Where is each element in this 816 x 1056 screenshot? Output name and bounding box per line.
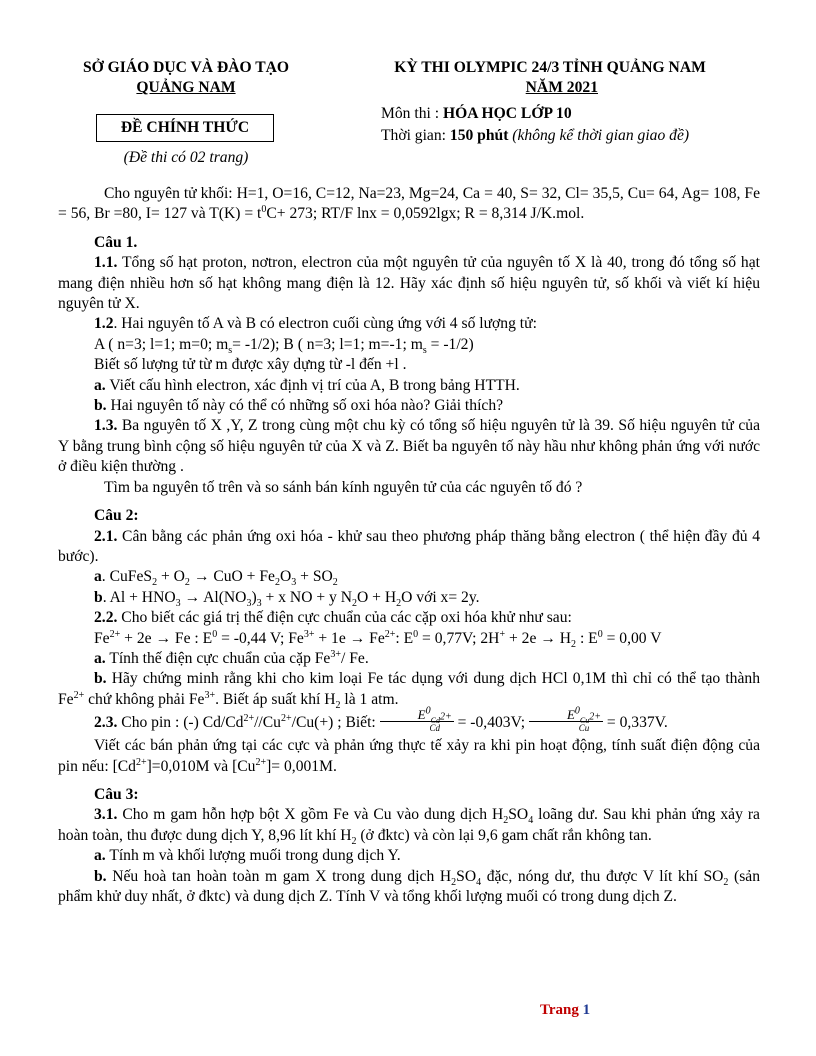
q13: [58, 416, 760, 477]
q23-text5: ]=0,010M và [Cu: [146, 757, 256, 775]
q21b-label: b: [94, 588, 103, 606]
header-left: [58, 58, 314, 99]
time-label: Thời gian:: [381, 127, 450, 144]
q31-text: Cho m gam hỗn hợp bột X gồm Fe và Cu vào dung dịch H: [117, 806, 504, 824]
q31-text4: (ở đktc) và còn lại 9,6 gam chất rắn không tan.: [356, 826, 652, 844]
q21a: a. CuFeS$_2$ + $O_2$ → CuO + $Fe_2O_3 + SO_2$: [94, 568, 338, 589]
subject-label: Môn thi :: [381, 105, 443, 122]
q22b-text3: . Biết áp suất khí H: [215, 690, 336, 708]
q21a-text: . CuFeS: [101, 568, 153, 586]
q12-a: A ( n=3; l=1; m=0; m: [94, 335, 229, 353]
q21-text: Cân bằng các phản ứng oxi hóa - khử sau theo phương pháp thăng bằng electron ( thể hiện đầy đủ 4 bước).: [58, 527, 760, 565]
q13-label: 1.3.: [94, 417, 118, 435]
q12-label: 1.2: [94, 315, 114, 333]
q22b-text2: chứ không phải Fe: [84, 690, 205, 708]
footer-label: Trang: [540, 1002, 583, 1018]
org-line1: SỞ GIÁO DỤC VÀ ĐÀO TẠO: [82, 59, 290, 76]
exam-body: [58, 184, 760, 907]
q31b-label: b.: [94, 867, 107, 885]
q21: [58, 527, 760, 568]
q31b-text2: đặc, nóng dư, thu được V lít khí SO: [481, 867, 724, 885]
intro-text: Cho nguyên tử khối: H=1, O=16, C=12, Na=23, Mg=24, Ca = 40, S= 32, Cl= 35,5, Cu= 64, Ag= 108, Fe = 56, Br =80, I= 127 và T(K) = t: [58, 185, 760, 223]
intro-sup: 0: [261, 204, 267, 216]
q31: 3.1. Cho m gam hỗn hợp bột X gồm Fe và Cu vào dung dịch $H_2SO_4$ loãng dư. Sau khi phản ứng xảy ra hoàn toàn, thu được dung dịch Y, 8,96 lít khí $H_2$ (ở đktc) và còn lại 9,6 gam chất rắn không tan.: [58, 806, 760, 847]
q21a-label: a: [94, 568, 102, 586]
subject-value: HÓA HỌC LỚP 10: [442, 105, 572, 122]
q31-text2: SO: [508, 806, 529, 824]
exam-year: [370, 78, 598, 98]
q12-text: . Hai nguyên tố A và B có electron cuối cùng ứng với 4 số lượng tử:: [113, 315, 537, 333]
q12b: [58, 396, 760, 416]
q21b: b. $Al + HNO_3 \to Al(NO_3)_3 + x$ NO + y $N_2O + H_2O$ với x= 2y.: [94, 588, 480, 609]
q31b-text3: (sản phẩm khử duy nhất, ở đktc) và dung dịch Z. Tính V và tổng khối lượng muối có trong dung dịch Z.: [58, 867, 761, 905]
q23-label: 2.3.: [94, 714, 118, 732]
q12-s2: s: [422, 344, 427, 356]
org-line2: QUẢNG NAM: [136, 79, 236, 97]
q22-text: Cho biết các giá trị thế điện cực chuẩn của các cặp oxi hóa khử như sau:: [117, 609, 572, 627]
q22a: a. Tính thế điện cực chuẩn của cặp $Fe^{3+}/$ Fe.: [94, 648, 369, 667]
q22b-text: Hãy chứng minh rằng khi cho kim loại Fe tác dụng với dung dịch HCl 0,1M thì chỉ có thể tạo thành Fe: [58, 670, 760, 708]
q31b-text: Nếu hoà tan hoàn toàn m gam X trong dung dịch H: [106, 867, 452, 885]
q21-label: 2.1.: [94, 527, 118, 545]
e0-cu-fraction: $\frac{E^0_{Cu^{2+}}}{Cu}$: [529, 709, 603, 734]
q23-text2: //Cu: [254, 714, 281, 732]
q31-text3: loãng dư. Sau khi phản ứng xảy ra hoàn toàn, thu được dung dịch Y, 8,96 lít khí H: [58, 806, 760, 844]
header-right: [370, 58, 790, 99]
cau3-title: Câu 3:: [94, 785, 139, 803]
q31a: [58, 846, 760, 866]
q31-label: 3.1.: [94, 806, 118, 824]
subject-line: [381, 104, 572, 124]
official-label: ĐỀ CHÍNH THỨC: [120, 118, 250, 136]
q11: [58, 253, 760, 314]
q11-text: Tổng số hạt proton, nơtron, electron của một nguyên tử của nguyên tố X là 40, trong đó tổng số hạt mang điện nhiều hơn số hạt không mang điện là 12. Hãy xác định số hiệu nguyên tử, số khối và viết kí hiệu nguyên tử X.: [58, 254, 760, 313]
q22b-label: b.: [94, 670, 107, 688]
q23-v1: = -0,403V;: [453, 714, 529, 732]
cau1-title: Câu 1.: [94, 233, 138, 251]
q12a: [58, 376, 760, 396]
q23-text: Cho pin : (-) Cd/Cd: [117, 714, 244, 732]
q22b-text4: là 1 atm.: [340, 690, 399, 708]
q12b-label: b.: [94, 397, 107, 415]
q12-a2: = -1/2); B ( n=3; l=1; m=-1; m: [232, 335, 423, 353]
intro-text2: C+ 273; RT/F lnx = 0,0592lgx; R = 8,314 J/K.mol.: [266, 205, 585, 223]
q22: [58, 608, 760, 628]
q11-label: 1.1.: [94, 254, 118, 272]
q12b-text: Hai nguyên tố này có thể có những số oxi hóa nào? Giải thích?: [106, 397, 504, 415]
q12-a3: = -1/2): [426, 335, 474, 353]
q22a-text: Tính thế điện cực chuẩn của cặp Fe: [105, 649, 331, 667]
q22-label: 2.2.: [94, 609, 118, 627]
official-box: [96, 114, 274, 142]
q23-text3: /Cu(+) ; Biết:: [291, 714, 380, 732]
q13-text2: Tìm ba nguyên tố trên và so sánh bán kính nguyên tử của các nguyên tố đó ?: [104, 478, 583, 496]
q12-note: Biết số lượng tử từ m được xây dựng từ -l đến +l .: [94, 356, 407, 374]
exam-title: KỲ THI OLYMPIC 24/3 TỈNH QUẢNG NAM: [394, 59, 706, 76]
pages-note: (Đề thi có 02 trang): [123, 149, 249, 166]
q21b-text: . Al + HNO: [102, 588, 176, 606]
q22a-label: a.: [94, 649, 106, 667]
q23-text6: ]= 0,001M.: [266, 757, 337, 775]
q23: 2.3. Cho pin : (-) $Cd/Cd^{2+}//Cu^{2+}/Cu(+)$ ; Biết: $\frac{E^0_{Cd^{2+}}}{Cd}$ = -0,403V; $\frac{E^0_{Cu^{2+}}}{Cu}$ = 0,337V.: [94, 705, 668, 734]
q12: [58, 314, 760, 334]
time-note: (không kể thời gian giao đề): [512, 127, 690, 144]
e0-cd-fraction: $\frac{E^0_{Cd^{2+}}}{Cd}$: [380, 709, 454, 734]
q23-v2: = 0,337V.: [602, 714, 668, 732]
q13-text: Ba nguyên tố X ,Y, Z trong cùng một chu kỳ có tổng số hiệu nguyên tử là 39. Số hiệu nguyên tử của Y bằng trung bình cộng số hiệu nguyên tử của X và Z. Biết ba nguyên tố này hầu như không phản ứng với nước ở điều kiện thường .: [58, 417, 760, 476]
cau2-title: Câu 2:: [94, 507, 139, 525]
time-value: 150 phút: [449, 127, 509, 144]
q31a-label: a.: [94, 847, 106, 865]
q22b: b. Hãy chứng minh rằng khi cho kim loại Fe tác dụng với dung dịch HCl 0,1M thì chỉ có thể tạo thành $Fe^{2+}$ chứ không phải $Fe^{3+}$. Biết áp suất khí $H_2$ là 1 atm.: [58, 670, 760, 711]
q23-body: Viết các bán phản ứng tại các cực và phản ứng thực tế xảy ra khi pin hoạt động, tính suất điện động của pin nếu: $[Cd^{2+}]=0,010M$ và $[Cu^{2+}]= 0,001M$.: [58, 737, 760, 775]
q22-equations: $Fe^{2+} + 2e \to Fe$ : $E^0 = -0,44$ V; $Fe^{3+} + 1e \to Fe^{2+}$: $E^0 = 0,77V$; $2H^+ + 2e \to H_2$ : $E^0 = 0,00$ V: [94, 628, 662, 650]
q31a-text: Tính m và khối lượng muối trong dung dịch Y.: [105, 847, 401, 865]
q12-numbers: [58, 335, 760, 355]
time-line: [381, 126, 689, 146]
q12a-label: a.: [94, 376, 106, 394]
footer-page-number: 1: [582, 1002, 591, 1018]
q31b: b. Nếu hoà tan hoàn toàn m gam X trong dung dịch $H_2SO_4$ đặc, nóng dư, thu được V lít khí $SO_2$ (sản phẩm khử duy nhất, ở đktc) và dung dịch Z. Tính V và tổng khối lượng muối có trong dung dịch Z.: [58, 867, 761, 905]
q12-s1: s: [228, 344, 233, 356]
q23-text4: Viết các bán phản ứng tại các cực và phản ứng thực tế xảy ra khi pin hoạt động, tính suất điện động của pin nếu: [Cd: [58, 737, 760, 775]
page-footer: [540, 1000, 590, 1020]
exam-year-text: NĂM 2021: [525, 79, 598, 97]
q12a-text: Viết cấu hình electron, xác định vị trí của A, B trong bảng HTTH.: [105, 376, 520, 394]
intro-paragraph: [58, 184, 760, 225]
